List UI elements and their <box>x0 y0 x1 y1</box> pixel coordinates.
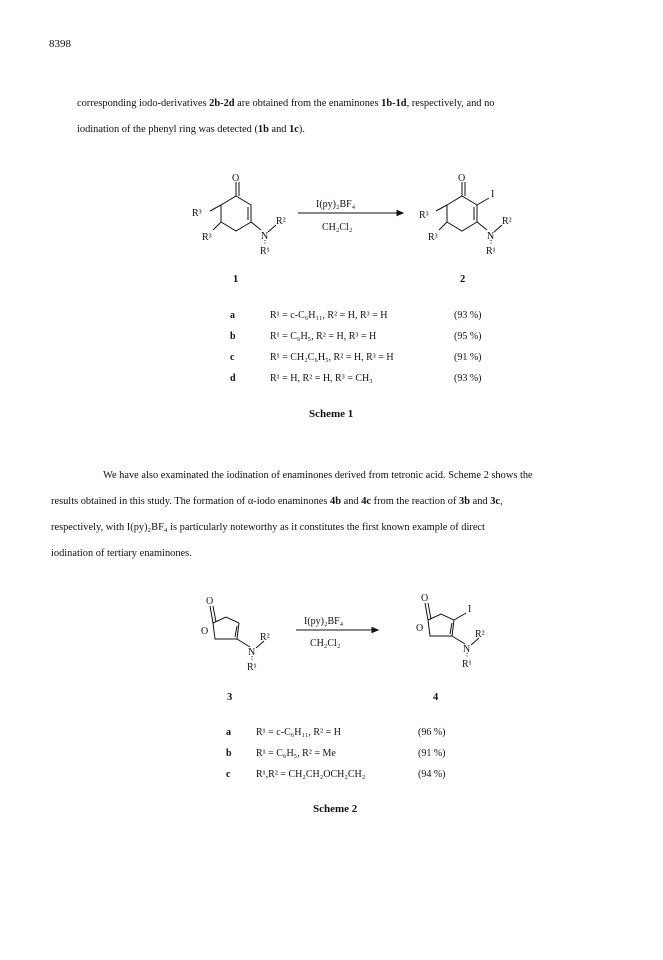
scheme1-row-a-subst: R¹ = c-C₆H₁₁, R² = H, R³ = H <box>270 310 388 321</box>
paragraph-2-line-2: results obtained in this study. The formation of α-iodo enaminones 4b and 4c from the reaction of 3b and 3c, <box>51 496 503 507</box>
scheme1-row-a-yield: (93 %) <box>454 310 482 321</box>
scheme2-reactant-structure <box>210 606 264 661</box>
scheme2-reactant-ring-oxygen: O <box>201 626 209 637</box>
scheme2-reactant-r1: R¹ <box>247 662 257 673</box>
scheme2-caption: Scheme 2 <box>313 803 358 815</box>
scheme2-row-c-subst: R¹,R² = CH₂CH₂OCH₂CH₂ <box>256 769 366 780</box>
scheme2-row-c-yield: (94 %) <box>418 769 446 780</box>
scheme1-row-b: b <box>230 331 236 342</box>
scheme1-product-iodine: I <box>491 189 495 200</box>
scheme1-row-c: c <box>230 352 235 363</box>
scheme1-arrow <box>298 211 403 216</box>
scheme2-product-label: 4 <box>433 692 439 703</box>
scheme2-solvent: CH₂Cl₂ <box>310 638 341 649</box>
scheme1-row-c-yield: (91 %) <box>454 352 482 363</box>
scheme1-row-d-subst: R¹ = H, R² = H, R³ = CH₃ <box>270 373 373 384</box>
scheme1-row-d: d <box>230 373 236 384</box>
scheme2-reactant-nitrogen: N <box>248 647 256 658</box>
scheme2-product-ring-oxygen: O <box>416 623 424 634</box>
paragraph-2-line-4: iodination of tertiary enaminones. <box>51 548 192 559</box>
scheme1-row-c-subst: R¹ = CH₂C₆H₅, R² = H, R³ = H <box>270 352 394 363</box>
scheme1-caption: Scheme 1 <box>309 408 354 420</box>
scheme2-row-a-yield: (96 %) <box>418 727 446 738</box>
scheme1-product-r2: R² <box>502 216 512 227</box>
scheme1-reagent: I(py)₂BF₄ <box>316 199 356 210</box>
scheme1-row-b-yield: (95 %) <box>454 331 482 342</box>
scheme1-reactant-oxygen: O <box>232 173 240 184</box>
scheme2-arrow <box>296 628 378 633</box>
scheme2-row-b-subst: R¹ = C₆H₅, R² = Me <box>256 748 336 759</box>
scheme1-reactant-r3-bottom: R³ <box>202 232 212 243</box>
scheme1-reactant-r2: R² <box>276 216 286 227</box>
scheme1-product-r1: R¹ <box>486 246 496 257</box>
scheme2-reagent: I(py)₂BF₄ <box>304 616 344 627</box>
scheme2-product-carbonyl-oxygen: O <box>421 593 429 604</box>
paragraph-2-line-1: We have also examinated the iodination of enaminones derived from tetronic acid. Scheme 2 shows the <box>103 470 533 481</box>
scheme2-row-b-yield: (91 %) <box>418 748 446 759</box>
scheme1-solvent: CH₂Cl₂ <box>322 222 353 233</box>
scheme1-row-b-subst: R¹ = C₆H₅, R² = H, R³ = H <box>270 331 377 342</box>
paragraph-1-line-1: corresponding iodo-derivatives 2b-2d are obtained from the enaminones 1b-1d, respectively, and no <box>77 98 495 109</box>
scheme2-row-b: b <box>226 748 232 759</box>
scheme1-reactant-r1: R¹ <box>260 246 270 257</box>
scheme2-product-nitrogen: N <box>463 644 471 655</box>
scheme2-product-r1: R¹ <box>462 659 472 670</box>
scheme1-product-oxygen: O <box>458 173 466 184</box>
scheme1-reactant-r3-top: R³ <box>192 208 202 219</box>
scheme1-product-label: 2 <box>460 274 466 285</box>
scheme2-row-a-subst: R¹ = c-C₆H₁₁, R² = H <box>256 727 341 738</box>
scheme1-row-d-yield: (93 %) <box>454 373 482 384</box>
scheme2-row-c: c <box>226 769 231 780</box>
scheme2-reactant-r2: R² <box>260 632 270 643</box>
paragraph-2-line-3: respectively, with I(py)₂BF₄ is particularly noteworthy as it constitutes the first known example of direct <box>51 522 485 533</box>
scheme2-reactant-label: 3 <box>227 692 233 703</box>
scheme2-reactant-carbonyl-oxygen: O <box>206 596 214 607</box>
scheme2-product-r2: R² <box>475 629 485 640</box>
scheme1-reactant-label: 1 <box>233 274 239 285</box>
page-number: 8398 <box>49 38 71 50</box>
scheme1-row-a: a <box>230 310 235 321</box>
paragraph-2 <box>51 463 612 567</box>
scheme1-product-nitrogen: N <box>487 231 495 242</box>
paragraph-1-line-2: iodination of the phenyl ring was detected (1b and 1c). <box>77 124 305 135</box>
scheme1-reactant-nitrogen: N <box>261 231 269 242</box>
scheme2-product-iodine: I <box>468 604 472 615</box>
scheme2-row-a: a <box>226 727 231 738</box>
scheme1-product-r3-top: R³ <box>419 210 429 221</box>
scheme1-product-r3-bottom: R³ <box>428 232 438 243</box>
